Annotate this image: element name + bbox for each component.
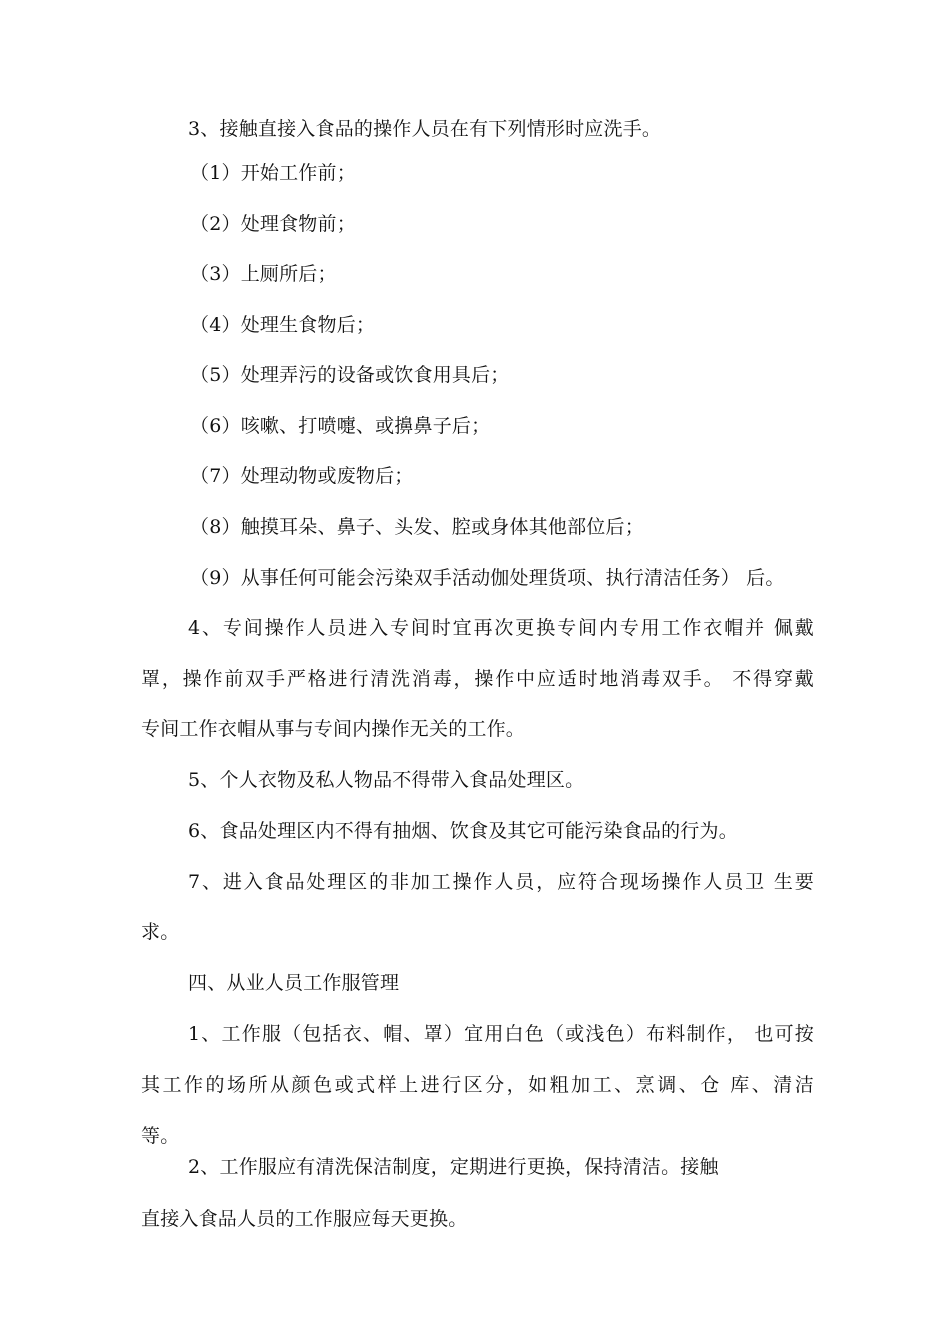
item4-line-3: 专间工作衣帽从事与专间内操作无关的工作。 [141,718,526,740]
handwash-case-6: （6）咳嗽、打喷嚏、或擤鼻子后； [190,415,491,437]
handwash-case-9: （9）从事任何可能会污染双手活动伽处理货项、执行清洁任务） 后。 [190,567,785,589]
item6: 6、食品处理区内不得有抽烟、饮食及其它可能污染食品的行为。 [188,820,738,842]
handwash-case-7: （7）处理动物或废物后； [190,465,414,487]
uniform-item2-line-1: 2、工作服应有清洗保洁制度，定期进行更换，保持清洁。接触 [188,1156,719,1178]
handwash-case-4: （4）处理生食物后； [190,314,376,336]
handwash-case-3: （3）上厕所后； [190,263,337,285]
handwash-case-1: （1）开始工作前； [190,162,356,184]
section3-heading: 3、接触直接入食品的操作人员在有下列情形时应洗手。 [188,118,662,140]
item7-line-1: 7、进入食品处理区的非加工操作人员，应符合现场操作人员卫 生要 [188,871,814,893]
item4-line-1: 4、专间操作人员进入专间时宜再次更换专间内专用工作衣帽并 佩戴 [188,617,814,639]
handwash-case-5: （5）处理弄污的设备或饮食用具后； [190,364,510,386]
handwash-case-8: （8）触摸耳朵、鼻子、头发、腔或身体其他部位后； [190,516,644,538]
uniform-item2-line-2: 直接入食品人员的工作服应每天更换。 [141,1208,468,1230]
item5: 5、个人衣物及私人物品不得带入食品处理区。 [188,769,585,791]
item4-line-2: 罩，操作前双手严格进行清洗消毒，操作中应适时地消毒双手。 不得穿戴 [141,668,814,690]
uniform-item1-line-3: 等。 [141,1125,180,1147]
uniform-item1-line-1: 1、工作服（包括衣、帽、罩）宜用白色（或浅色）布料制作， 也可按 [188,1023,814,1045]
uniform-item1-line-2: 其工作的场所从颜色或式样上进行区分，如粗加工、烹调、仓 库、清洁 [141,1074,814,1096]
section4-title: 四、从业人员工作服管理 [188,972,400,994]
handwash-case-2: （2）处理食物前； [190,213,356,235]
item7-line-2: 求。 [141,921,180,943]
